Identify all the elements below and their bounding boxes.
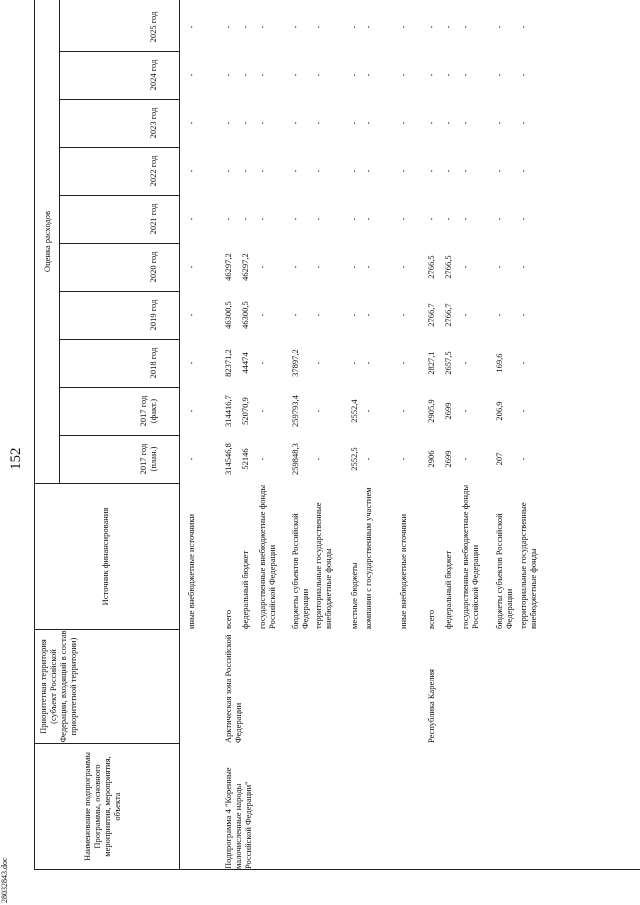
row-value: 314416,7 — [223, 395, 233, 427]
row-value: - — [257, 361, 267, 365]
row-value: 2699 — [443, 402, 453, 420]
row-value: - — [398, 409, 408, 413]
row-territory: Арктическая зона Российской Федерации — [223, 634, 243, 743]
header-bottom-border — [179, 0, 180, 870]
page-number: 152 — [8, 447, 24, 470]
row-value: - — [223, 169, 233, 173]
row-value: - — [426, 25, 436, 29]
group-divider — [59, 0, 60, 484]
row-value: - — [426, 73, 436, 77]
row-value: - — [186, 265, 196, 269]
row-value: 2766,5 — [426, 255, 436, 279]
row-value: - — [363, 409, 373, 413]
row-value: - — [460, 73, 470, 77]
year-divider — [60, 195, 179, 196]
row-value: 2552,4 — [349, 399, 359, 423]
row-value: - — [460, 169, 470, 173]
year-header: 2021 год — [148, 203, 158, 235]
row-value: - — [290, 121, 300, 125]
year-header: 2019 год — [148, 299, 158, 331]
year-header: 2017 год (факт.) — [138, 395, 158, 427]
row-value: - — [313, 457, 323, 461]
row-value: - — [398, 169, 408, 173]
row-value: 52146 — [240, 448, 250, 470]
row-value: - — [240, 121, 250, 125]
year-divider — [60, 51, 179, 52]
row-value: 2766,5 — [443, 255, 453, 279]
row-value: - — [460, 25, 470, 29]
row-value: - — [363, 217, 373, 221]
row-source: всего — [223, 609, 233, 629]
row-value: - — [186, 73, 196, 77]
row-value: - — [494, 217, 504, 221]
row-value: - — [257, 73, 267, 77]
row-value: 207 — [494, 452, 504, 466]
document-code: 28032843.doc — [0, 857, 9, 903]
row-value: - — [290, 265, 300, 269]
row-value: - — [349, 169, 359, 173]
year-divider — [60, 291, 179, 292]
row-source: государственные внебюджетные фонды Российской Федерации — [460, 484, 480, 629]
row-value: - — [313, 361, 323, 365]
row-value: - — [494, 121, 504, 125]
row-value: 259848,3 — [290, 443, 300, 475]
row-value: 259793,4 — [290, 395, 300, 427]
row-value: - — [240, 25, 250, 29]
row-value: - — [398, 361, 408, 365]
row-value: - — [313, 25, 323, 29]
row-value: - — [290, 73, 300, 77]
row-value: - — [426, 121, 436, 125]
row-value: - — [349, 217, 359, 221]
row-value: - — [349, 265, 359, 269]
row-value: - — [223, 73, 233, 77]
row-value: - — [460, 313, 470, 317]
row-value: 2552,5 — [349, 447, 359, 471]
row-value: - — [494, 265, 504, 269]
row-value: 2766,7 — [443, 303, 453, 327]
header-territory: Приоритетная территория (субъект Российской Федерации, входящий в состав приоритетной территории) — [38, 630, 78, 743]
row-value: - — [223, 121, 233, 125]
row-value: - — [518, 121, 528, 125]
row-value: - — [518, 361, 528, 365]
row-value: - — [349, 73, 359, 77]
row-value: 46297,2 — [223, 253, 233, 281]
row-value: - — [363, 313, 373, 317]
row-source: иные внебюджетные источники — [398, 513, 408, 629]
row-value: - — [313, 121, 323, 125]
row-value: - — [223, 217, 233, 221]
row-value: - — [363, 457, 373, 461]
row-value: 2657,5 — [443, 351, 453, 375]
row-value: - — [223, 25, 233, 29]
row-value: - — [186, 313, 196, 317]
row-value: - — [290, 25, 300, 29]
row-value: - — [518, 217, 528, 221]
row-value: - — [460, 121, 470, 125]
row-value: - — [460, 265, 470, 269]
row-source: федеральный бюджет — [443, 550, 453, 629]
row-value: 2905,9 — [426, 399, 436, 423]
row-value: - — [494, 73, 504, 77]
row-value: - — [290, 217, 300, 221]
row-value: - — [240, 217, 250, 221]
row-value: - — [349, 25, 359, 29]
header-name: Наименование подпрограммы Программы, основного мероприятия, мероприятия, объекта — [82, 752, 122, 861]
row-value: 2766,7 — [426, 303, 436, 327]
row-source: бюджеты субъектов Российской Федерации — [290, 513, 310, 629]
table-top-border — [34, 0, 35, 870]
row-value: - — [443, 121, 453, 125]
row-value: - — [313, 217, 323, 221]
row-value: - — [257, 313, 267, 317]
year-divider — [60, 339, 179, 340]
row-value: 37897,2 — [290, 349, 300, 377]
year-header: 2025 год — [148, 11, 158, 43]
year-divider — [60, 387, 179, 388]
row-value: 2699 — [443, 450, 453, 468]
row-value: - — [313, 313, 323, 317]
row-value: - — [186, 217, 196, 221]
row-source: государственные внебюджетные фонды Российской Федерации — [257, 484, 277, 629]
row-value: - — [460, 361, 470, 365]
year-header: 2017 год (план.) — [138, 443, 158, 475]
row-value: - — [443, 217, 453, 221]
row-value: - — [363, 121, 373, 125]
header-group: Оценка расходов — [42, 210, 52, 273]
row-value: - — [363, 361, 373, 365]
row-value: - — [186, 409, 196, 413]
row-value: - — [186, 457, 196, 461]
row-value: 46300,5 — [240, 301, 250, 329]
row-value: - — [290, 169, 300, 173]
row-value: - — [257, 25, 267, 29]
row-value: - — [398, 313, 408, 317]
row-value: 2827,1 — [426, 351, 436, 375]
year-divider — [60, 435, 179, 436]
row-value: - — [443, 73, 453, 77]
row-source: всего — [426, 609, 436, 629]
row-value: 46300,5 — [223, 301, 233, 329]
row-value: - — [518, 265, 528, 269]
year-header: 2020 год — [148, 251, 158, 283]
row-value: 169,6 — [494, 353, 504, 373]
row-value: - — [257, 169, 267, 173]
row-value: - — [518, 313, 528, 317]
row-value: - — [426, 217, 436, 221]
row-value: 314546,8 — [223, 443, 233, 475]
row-value: - — [363, 265, 373, 269]
year-divider — [60, 99, 179, 100]
row-value: - — [349, 361, 359, 365]
row-source: территориальные государственные внебюджетные фонды — [518, 502, 538, 629]
row-value: - — [313, 73, 323, 77]
row-value: - — [494, 313, 504, 317]
row-value: - — [349, 313, 359, 317]
year-divider — [60, 243, 179, 244]
row-value: - — [313, 169, 323, 173]
row-value: - — [240, 169, 250, 173]
row-value: - — [186, 121, 196, 125]
row-value: - — [518, 169, 528, 173]
row-value: - — [186, 361, 196, 365]
row-value: - — [257, 121, 267, 125]
row-value: - — [363, 73, 373, 77]
row-value: - — [460, 457, 470, 461]
row-value: - — [398, 457, 408, 461]
row-value: - — [518, 25, 528, 29]
row-value: - — [518, 409, 528, 413]
row-value: - — [460, 217, 470, 221]
header-source: Источник финансирования — [100, 507, 110, 606]
row-source: бюджеты субъектов Российской Федерации — [494, 513, 514, 629]
row-value: - — [494, 25, 504, 29]
year-header: 2024 год — [148, 59, 158, 91]
row-value: 46297,2 — [240, 253, 250, 281]
row-source: компании с государственным участием — [363, 487, 373, 629]
row-value: - — [426, 169, 436, 173]
row-source: федеральный бюджет — [240, 550, 250, 629]
row-value: - — [398, 25, 408, 29]
table-left-border — [34, 869, 640, 870]
row-value: - — [257, 409, 267, 413]
row-value: 52070,9 — [240, 397, 250, 425]
row-value: - — [398, 121, 408, 125]
row-value: 206,9 — [494, 401, 504, 421]
row-source: иные внебюджетные источники — [186, 513, 196, 629]
row-value: - — [518, 73, 528, 77]
row-value: 2906 — [426, 450, 436, 468]
row-value: 82371,2 — [223, 349, 233, 377]
row-source: территориальные государственные внебюджетные фонды — [313, 502, 333, 629]
row-value: - — [494, 169, 504, 173]
row-value: - — [257, 265, 267, 269]
row-value: - — [398, 73, 408, 77]
row-source: местные бюджеты — [349, 562, 359, 629]
row-value: - — [398, 217, 408, 221]
row-value: - — [186, 25, 196, 29]
row-value: - — [363, 169, 373, 173]
row-value: - — [290, 313, 300, 317]
row-value: - — [363, 25, 373, 29]
row-value: - — [443, 169, 453, 173]
row-value: - — [186, 169, 196, 173]
row-name: Подпрограмма 4 "Коренные малочисленные народы Российской Федерации" — [223, 767, 253, 869]
row-value: - — [240, 73, 250, 77]
row-value: - — [443, 25, 453, 29]
row-value: 44474 — [240, 352, 250, 374]
row-value: - — [257, 457, 267, 461]
year-header: 2022 год — [148, 155, 158, 187]
year-divider — [60, 147, 179, 148]
row-value: - — [460, 409, 470, 413]
year-header: 2023 год — [148, 107, 158, 139]
year-header: 2018 год — [148, 347, 158, 379]
row-value: - — [398, 265, 408, 269]
row-value: - — [518, 457, 528, 461]
row-value: - — [313, 409, 323, 413]
row-value: - — [257, 217, 267, 221]
row-value: - — [349, 121, 359, 125]
row-value: - — [313, 265, 323, 269]
row-territory: Республика Карелия — [426, 669, 436, 743]
